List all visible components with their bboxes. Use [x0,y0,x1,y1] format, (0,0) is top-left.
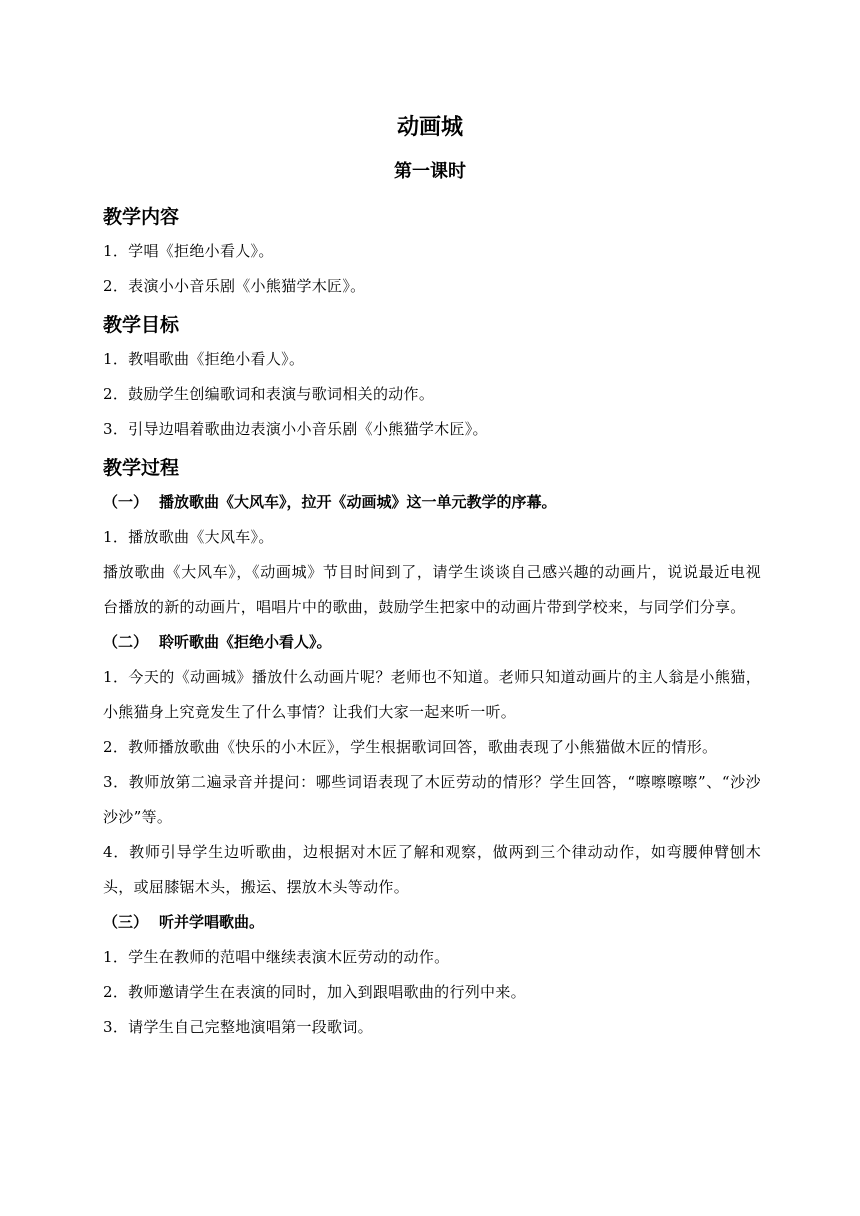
list-item: 2．教师播放歌曲《快乐的小木匠》，学生根据歌词回答，歌曲表现了小熊猫做木匠的情形。 [103,738,718,756]
list-item: 1．学生在教师的范唱中继续表演木匠劳动的动作。 [103,948,450,966]
list-item: 1．教唱歌曲《拒绝小看人》。 [103,350,305,368]
subsection-number: （一） [103,493,149,511]
list-item: 3．请学生自己完整地演唱第一段歌词。 [103,1018,373,1036]
subsection-heading [103,625,761,660]
section-heading: 教学过程 [103,457,180,479]
list-item: 1．今天的《动画城》播放什么动画片呢？老师也不知道。老师只知道动画片的主人翁是小熊猫，小熊猫身上究竟发生了什么事情？让我们大家一起来听一听。 [103,668,761,721]
list-item: 2．鼓励学生创编歌词和表演与歌词相关的动作。 [103,385,435,403]
document-title: 动画城 [396,115,463,140]
list-item: 4．教师引导学生边听歌曲，边根据对木匠了解和观察，做两到三个律动动作，如弯腰伸臂刨木头，或屈膝锯木头，搬运、摆放木头等动作。 [103,843,761,896]
list-item: 1．播放歌曲《大风车》。 [103,528,274,546]
lesson-period-title: 第一课时 [394,161,466,182]
subsection-number: （三） [103,913,149,931]
section-heading: 教学目标 [103,314,180,336]
subsection-heading [103,485,761,520]
paragraph: 播放歌曲《大风车》，《动画城》节目时间到了，请学生谈谈自己感兴趣的动画片，说说最近电视台播放的新的动画片，唱唱片中的歌曲，鼓励学生把家中的动画片带到学校来，与同学们分享。 [103,563,761,616]
section-heading: 教学内容 [103,206,180,228]
list-item: 2．教师邀请学生在表演的同时，加入到跟唱歌曲的行列中来。 [103,983,526,1001]
subsection-number: （二） [103,633,149,651]
subsection-title: 播放歌曲《大风车》，拉开《动画城》这一单元教学的序幕。 [159,493,557,511]
section-teaching-goals [103,308,761,447]
subsection-title: 聆听歌曲《拒绝小看人》。 [159,633,332,651]
list-item: 3．引导边唱着歌曲边表演小小音乐剧《小熊猫学木匠》。 [103,420,488,438]
list-item: 3．教师放第二遍录音并提问：哪些词语表现了木匠劳动的情形？学生回答，“嚓嚓嚓嚓”、“沙沙沙沙”等。 [103,773,761,826]
document-body [103,200,761,1045]
subsection-title: 听并学唱歌曲。 [159,913,265,931]
section-teaching-content [103,200,761,304]
subsection-heading [103,905,761,940]
list-item: 2．表演小小音乐剧《小熊猫学木匠》。 [103,277,366,295]
section-teaching-process [103,451,761,1045]
list-item: 1．学唱《拒绝小看人》。 [103,242,274,260]
